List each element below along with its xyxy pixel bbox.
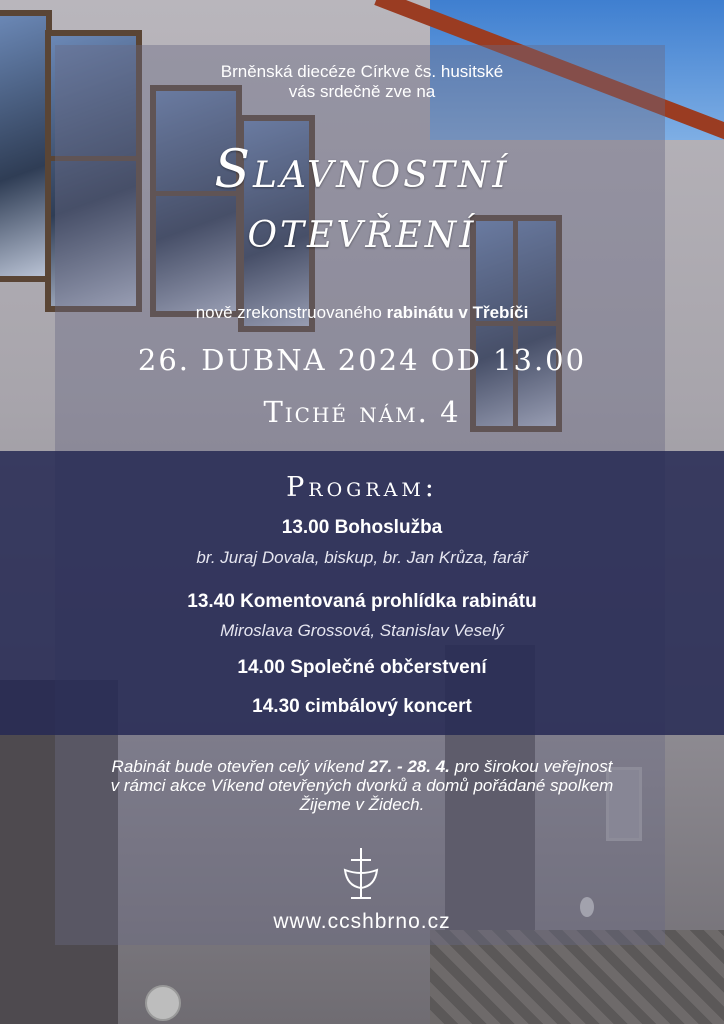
chalice-cross-icon <box>341 846 381 907</box>
event-title <box>0 140 724 260</box>
website-link[interactable]: www.ccshbrno.cz <box>273 910 451 933</box>
program-item-3: 14.00 Společné občerstvení <box>237 657 487 678</box>
note-after: pro širokou veřejnost v rámci akce Víkend otevřených dvorků a domů pořádané spolkem Žijeme v Židech. <box>110 757 614 814</box>
subtitle-prefix: nově zrekonstruovaného <box>195 303 382 322</box>
program-item-2-people: Miroslava Grossová, Stanislav Veselý <box>220 621 504 640</box>
vent <box>145 985 181 1021</box>
subtitle-bold: rabinátu v Třebíči <box>386 303 529 322</box>
intro-line-2: vás srdečně zve na <box>288 82 436 101</box>
note-dates: 27. - 28. 4. <box>368 757 450 776</box>
invitation-intro <box>0 62 724 102</box>
program-heading: Program: <box>286 472 438 503</box>
title-line-2: otevření <box>247 200 477 260</box>
event-address: Tiché nám. 4 <box>263 395 461 429</box>
weekend-note <box>110 757 614 814</box>
program-item-2: 13.40 Komentovaná prohlídka rabinátu <box>187 591 537 612</box>
note-before: Rabinát bude otevřen celý víkend <box>111 757 364 776</box>
program-item-1-people: br. Juraj Dovala, biskup, br. Jan Krůza, farář <box>196 548 528 567</box>
event-subtitle <box>0 303 724 323</box>
program-item-1: 13.00 Bohoslužba <box>281 517 443 538</box>
event-date: 26. DUBNA 2024 OD 13.00 <box>137 343 587 377</box>
program-item-4: 14.30 cimbálový koncert <box>252 696 472 717</box>
title-line-1: Slavnostní <box>214 140 510 200</box>
intro-line-1: Brněnská diecéze Církve čs. husitské <box>220 62 504 81</box>
